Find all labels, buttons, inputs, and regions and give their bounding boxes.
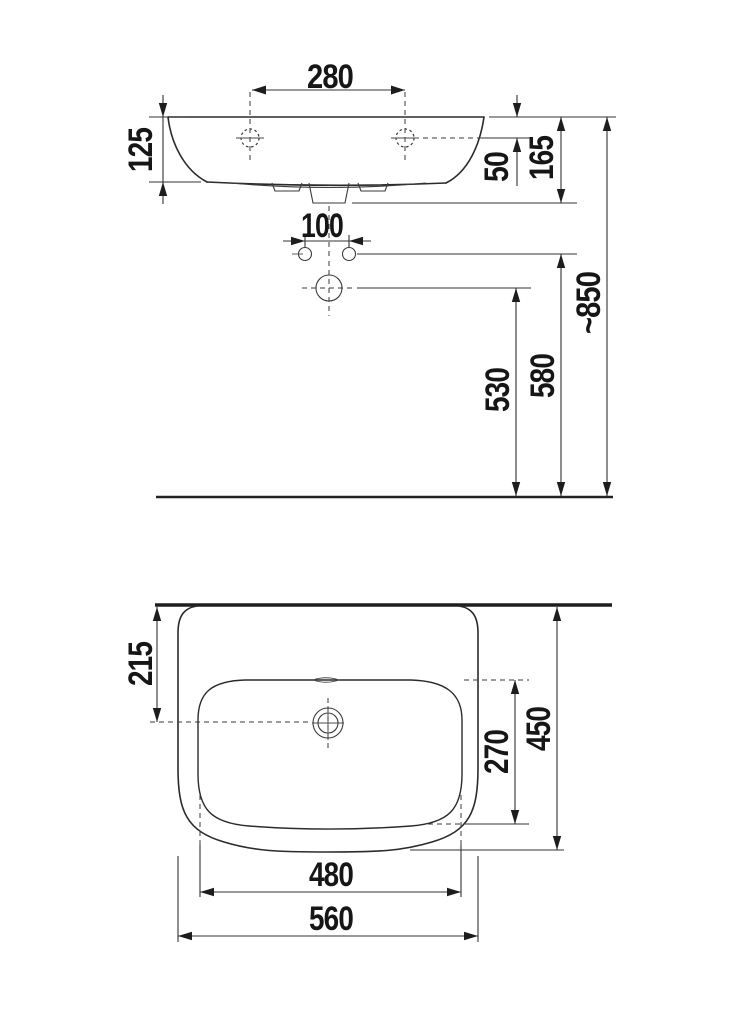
front-view [122,58,616,497]
dim-label-280: 280 [307,58,354,96]
dim-label-270: 270 [478,720,516,774]
bowl-outline [198,680,462,829]
dimension-basin-height [122,95,201,204]
dimension-rim-height [570,117,611,496]
dimension-overall-depth [410,607,564,850]
dim-label-530: 530 [479,358,517,412]
dim-label-850: ~850 [570,261,608,334]
dimension-drain-height [479,288,520,496]
dim-label-50: 50 [478,146,516,182]
dim-label-450: 450 [520,697,558,751]
dim-label-560: 560 [309,900,354,938]
dimension-rim-to-outlet [523,117,565,203]
dim-label-165: 165 [523,126,561,180]
dim-label-480: 480 [309,856,354,894]
dimension-rim-to-faucet-hole [478,95,521,186]
basin-front-outline [168,117,484,203]
top-view [122,605,612,942]
dimension-anchor-spacing [283,207,371,245]
dimension-wall-to-drain [122,607,311,722]
dim-label-580: 580 [524,344,562,398]
dimension-anchor-height [524,254,565,496]
dim-label-125: 125 [122,118,160,172]
drain-plan [312,698,344,750]
anchor-hole-right-icon [343,248,356,261]
dimension-faucet-hole-spacing [252,58,405,96]
faucet-holes-front [236,92,481,160]
dim-label-215: 215 [122,632,160,686]
dim-label-100: 100 [301,207,344,245]
